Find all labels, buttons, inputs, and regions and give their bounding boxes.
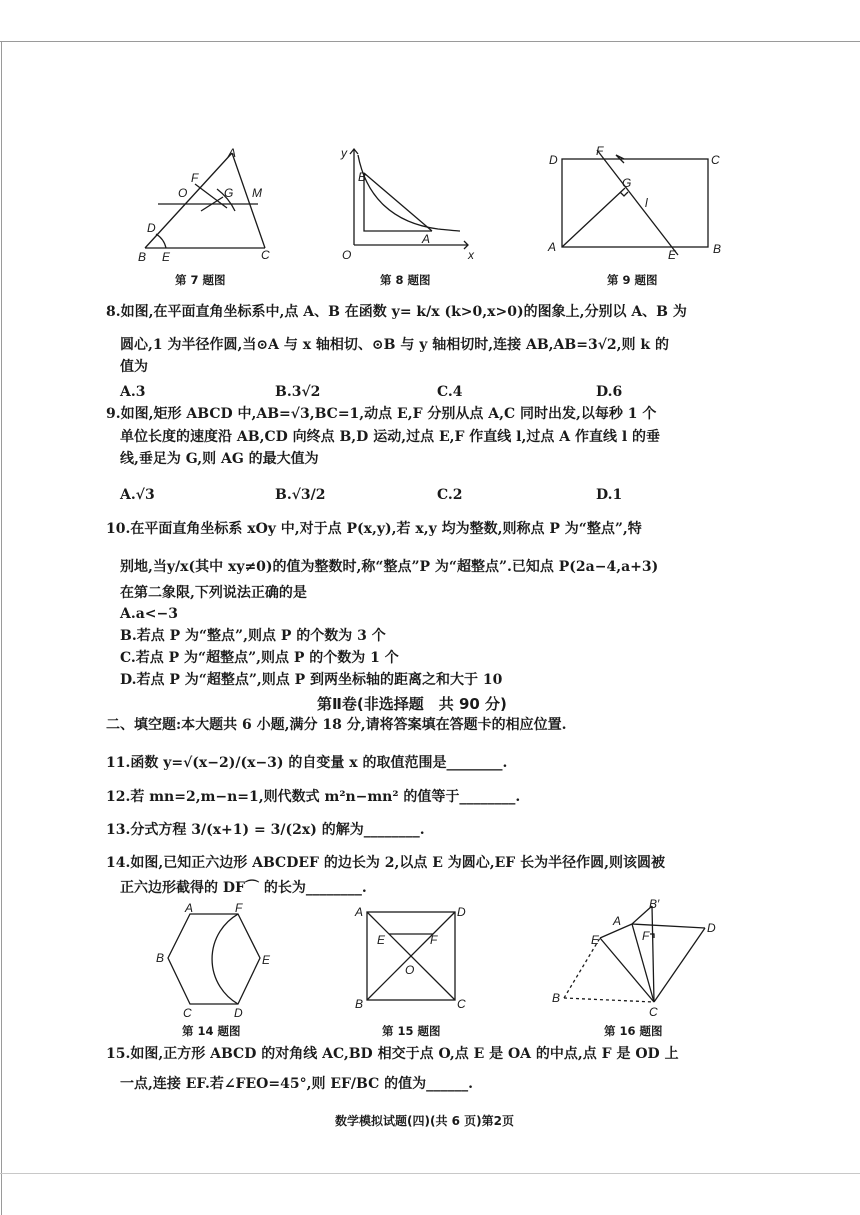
svg-text:B′: B′: [649, 897, 660, 911]
figure-8-caption: 第 8 题图: [380, 273, 431, 287]
section-2-title: 第Ⅱ卷(非选择题 共 90 分): [317, 695, 507, 713]
figure-7: [135, 145, 285, 263]
svg-text:F: F: [430, 933, 438, 947]
question-8-line-1: 8.如图,在平面直角坐标系中,点 A、B 在函数 y= k/x (k>0,x>0)的图象上,分别以 A、B 为: [106, 304, 687, 320]
svg-text:C: C: [183, 1006, 192, 1020]
svg-text:O: O: [405, 963, 415, 977]
svg-text:D: D: [707, 921, 716, 935]
figure-14: [150, 902, 280, 1020]
svg-text:E: E: [262, 953, 271, 967]
question-14-line-2: 正六边形截得的 DF⌒ 的长为________.: [120, 880, 367, 896]
svg-text:B: B: [156, 951, 165, 965]
svg-text:D: D: [549, 153, 558, 167]
question-13: 13.分式方程 3/(x+1) = 3/(2x) 的解为________.: [106, 822, 425, 838]
svg-text:A: A: [422, 232, 431, 246]
svg-text:E: E: [668, 248, 677, 262]
svg-text:F: F: [191, 171, 199, 185]
svg-text:E: E: [162, 250, 171, 264]
question-10-line-2: 别地,当y/x(其中 xy≠0)的值为整数时,称“整点”P 为“超整点”.已知点 P(2a−4,a+3): [120, 559, 659, 575]
question-10-option-d: D.若点 P 为“超整点”,则点 P 到两坐标轴的距离之和大于 10: [120, 672, 503, 688]
page-border-left: [1, 41, 2, 1215]
page-footer: 数学模拟试题(四)(共 6 页)第2页: [335, 1114, 514, 1128]
svg-text:l: l: [645, 196, 648, 210]
svg-text:G: G: [224, 186, 234, 200]
question-11: 11.函数 y=√(x−2)/(x−3) 的自变量 x 的取值范围是________.: [106, 755, 508, 771]
svg-text:A: A: [228, 146, 237, 160]
part-2-instruction: 二、填空题:本大题共 6 小题,满分 18 分,请将答案填在答题卡的相应位置.: [106, 717, 567, 733]
figure-14-caption: 第 14 题图: [182, 1024, 241, 1038]
page-border-bottom: [0, 1173, 860, 1174]
svg-text:A: A: [185, 901, 194, 915]
svg-text:F: F: [235, 901, 243, 915]
svg-text:E: E: [377, 933, 386, 947]
svg-text:O: O: [342, 248, 352, 262]
svg-text:C: C: [649, 1005, 658, 1019]
svg-text:A: A: [613, 914, 622, 928]
svg-text:F: F: [642, 929, 650, 943]
question-8-option-a: A.3: [120, 384, 146, 400]
page-border-top: [0, 41, 860, 42]
svg-text:E: E: [591, 933, 600, 947]
question-8-option-d: D.6: [596, 384, 623, 400]
figure-9: [540, 143, 730, 263]
svg-text:M: M: [252, 186, 262, 200]
question-10-option-c: C.若点 P 为“超整点”,则点 P 的个数为 1 个: [120, 650, 399, 666]
svg-text:D: D: [457, 905, 466, 919]
svg-text:B: B: [355, 997, 364, 1011]
svg-text:x: x: [468, 248, 474, 262]
question-9-option-c: C.2: [437, 487, 463, 503]
figure-9-diagram: [540, 143, 730, 263]
svg-text:O: O: [178, 186, 188, 200]
svg-text:C: C: [711, 153, 720, 167]
figure-15: [350, 904, 475, 1020]
figure-15-caption: 第 15 题图: [382, 1024, 441, 1038]
question-9-option-a: A.√3: [120, 487, 155, 503]
question-12: 12.若 mn=2,m−n=1,则代数式 m²n−mn² 的值等于________.: [106, 789, 521, 805]
question-9-line-1: 9.如图,矩形 ABCD 中,AB=√3,BC=1,动点 E,F 分别从点 A,C 同时出发,以每秒 1 个: [106, 406, 657, 422]
question-10-option-a: A.a<−3: [120, 606, 179, 622]
question-10-line-3: 在第二象限,下列说法正确的是: [120, 585, 307, 601]
svg-text:A: A: [355, 905, 364, 919]
svg-text:D: D: [147, 221, 156, 235]
svg-text:B: B: [138, 250, 147, 264]
svg-text:A: A: [548, 240, 557, 254]
question-9-line-3: 线,垂足为 G,则 AG 的最大值为: [120, 451, 319, 467]
svg-text:y: y: [341, 146, 347, 160]
figure-8: [338, 145, 478, 263]
question-10-option-b: B.若点 P 为“整点”,则点 P 的个数为 3 个: [120, 628, 386, 644]
question-8-line-2: 圆心,1 为半径作圆,当⊙A 与 x 轴相切、⊙B 与 y 轴相切时,连接 AB,AB=3√2,则 k 的: [120, 337, 669, 353]
figure-7-caption: 第 7 题图: [175, 273, 226, 287]
question-9-line-2: 单位长度的速度沿 AB,CD 向终点 B,D 运动,过点 E,F 作直线 l,过点 A 作直线 l 的垂: [120, 429, 661, 445]
figure-8-diagram: [338, 145, 478, 263]
question-15-line-1: 15.如图,正方形 ABCD 的对角线 AC,BD 相交于点 O,点 E 是 OA 的中点,点 F 是 OD 上: [106, 1046, 679, 1062]
question-10-line-1: 10.在平面直角坐标系 xOy 中,对于点 P(x,y),若 x,y 均为整数,则称点 P 为“整点”,特: [106, 521, 642, 537]
svg-text:B: B: [358, 170, 367, 184]
figure-14-diagram: [150, 902, 280, 1020]
figure-7-diagram: [135, 145, 285, 263]
question-8-line-3: 值为: [120, 359, 148, 375]
svg-text:B: B: [552, 991, 561, 1005]
figure-16-caption: 第 16 题图: [604, 1024, 663, 1038]
figure-9-caption: 第 9 题图: [607, 273, 658, 287]
svg-text:C: C: [457, 997, 466, 1011]
svg-text:D: D: [234, 1006, 243, 1020]
figure-15-diagram: [350, 904, 475, 1020]
svg-text:G: G: [622, 176, 632, 190]
svg-text:C: C: [261, 248, 270, 262]
svg-text:F: F: [596, 144, 604, 158]
question-8-option-b: B.3√2: [275, 384, 321, 400]
question-14-line-1: 14.如图,已知正六边形 ABCDEF 的边长为 2,以点 E 为圆心,EF 长为半径作圆,则该圆被: [106, 855, 665, 871]
question-9-option-d: D.1: [596, 487, 623, 503]
figure-16-diagram: [550, 898, 725, 1020]
figure-16: [550, 898, 725, 1020]
question-9-option-b: B.√3/2: [275, 487, 326, 503]
svg-text:B: B: [713, 242, 722, 256]
question-8-option-c: C.4: [437, 384, 463, 400]
question-15-line-2: 一点,连接 EF.若∠FEO=45°,则 EF/BC 的值为______.: [120, 1076, 474, 1092]
